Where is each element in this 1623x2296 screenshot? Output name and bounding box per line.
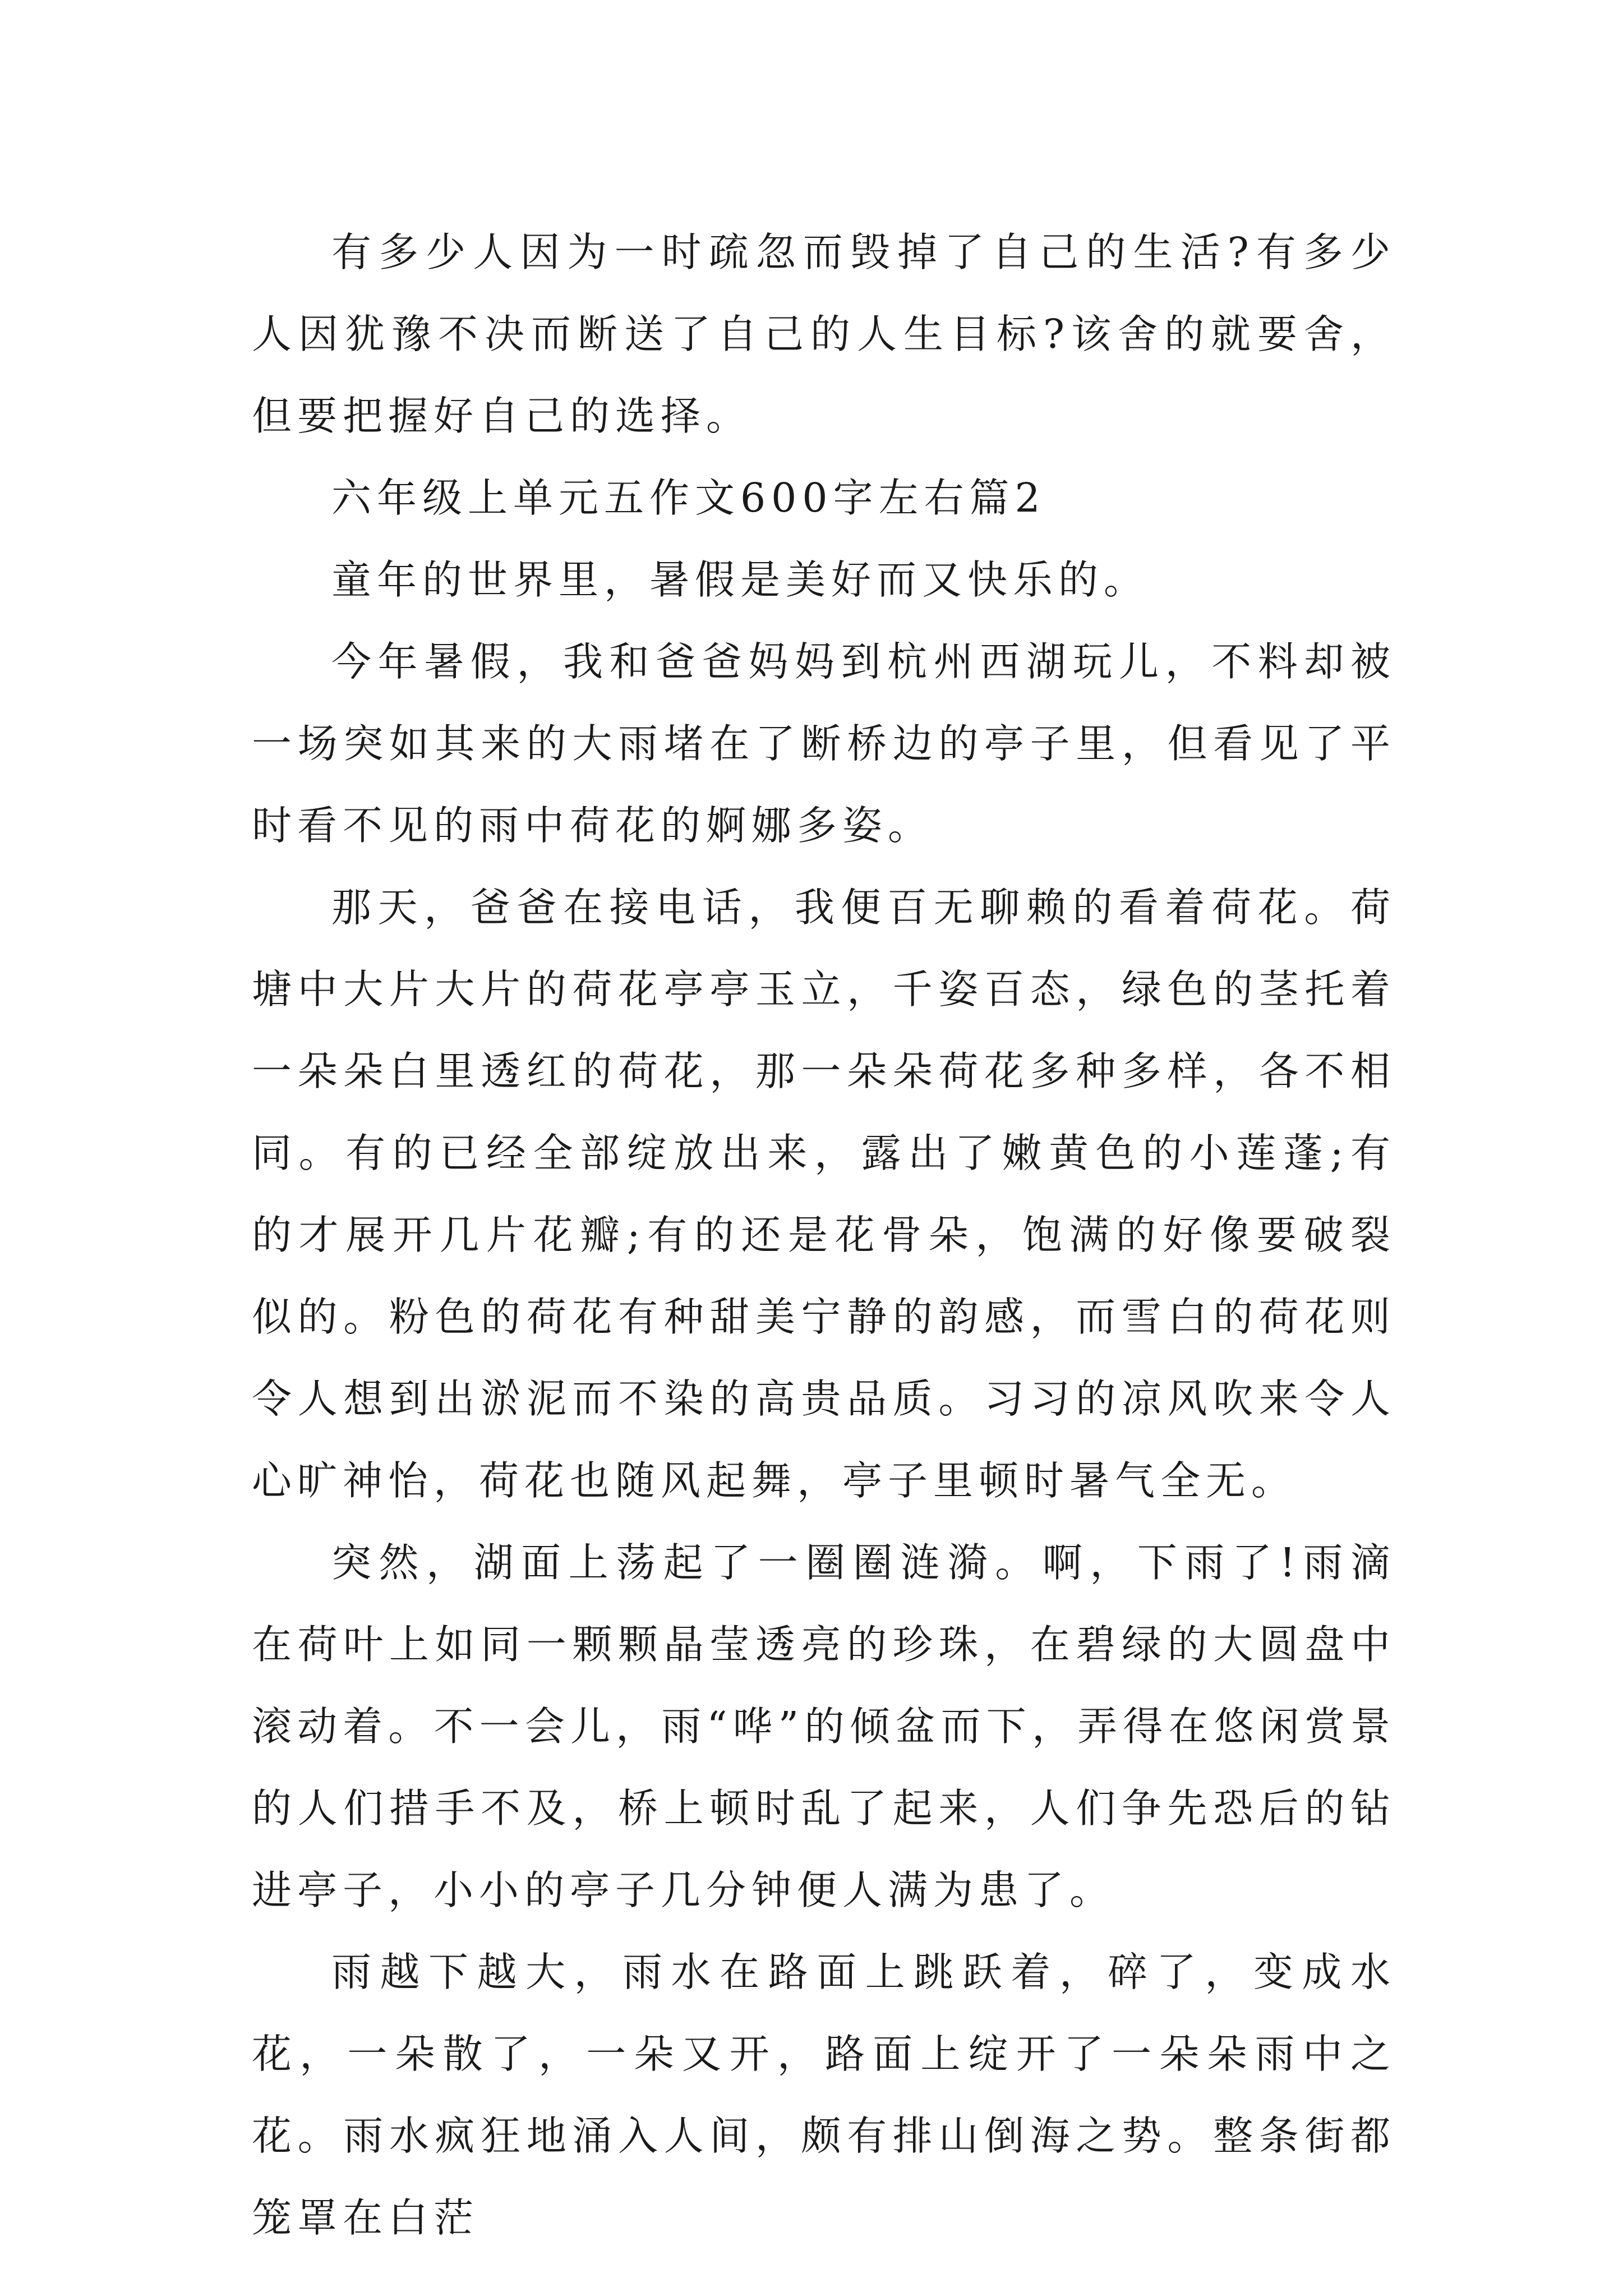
paragraph-4: 那天，爸爸在接电话，我便百无聊赖的看着荷花。荷塘中大片大片的荷花亭亭玉立，千姿百态，绿色的茎托着一朵朵白里透红的荷花，那一朵朵荷花多种多样，各不相同。有的已经全部绽放出来，露出了嫩黄色的小莲蓬;有的才展开几片花瓣;有的还是花骨朵，饱满的好像要破裂似的。粉色的荷花有种甜美宁静的韵感，而雪白的荷花则令人想到出淤泥而不染的高贵品质。习习的凉风吹来令人心旷神怡，荷花也随风起舞，亭子里顿时暑气全无。 <box>252 884 1396 1504</box>
paragraph-2: 童年的世界里，暑假是美好而又快乐的。 <box>331 556 1150 603</box>
paragraph-1: 有多少人因为一时疏忽而毁掉了自己的生活?有多少人因犹豫不决而断送了自己的人生目标?该舍的就要舍，但要把握好自己的选择。 <box>252 229 1396 439</box>
document-body <box>252 211 1396 2259</box>
paragraph-6: 雨越下越大，雨水在路面上跳跃着，碎了，变成水花，一朵散了，一朵又开，路面上绽开了一朵朵雨中之花。雨水疯狂地涌入人间，颇有排山倒海之势。整条街都笼罩在白茫 <box>252 1949 1396 2241</box>
paragraph-3: 今年暑假，我和爸爸妈妈到杭州西湖玩儿，不料却被一场突如其来的大雨堵在了断桥边的亭子里，但看见了平时看不见的雨中荷花的婀娜多姿。 <box>252 638 1396 849</box>
paragraph-5: 突然，湖面上荡起了一圈圈涟漪。啊，下雨了!雨滴在荷叶上如同一颗颗晶莹透亮的珍珠，在碧绿的大圆盘中滚动着。不一会儿，雨“哗”的倾盆而下，弄得在悠闲赏景的人们措手不及，桥上顿时乱了起来，人们争先恐后的钻进亭子，小小的亭子几分钟便人满为患了。 <box>252 1539 1396 1913</box>
section-heading: 六年级上单元五作文600字左右篇2 <box>331 475 1046 521</box>
